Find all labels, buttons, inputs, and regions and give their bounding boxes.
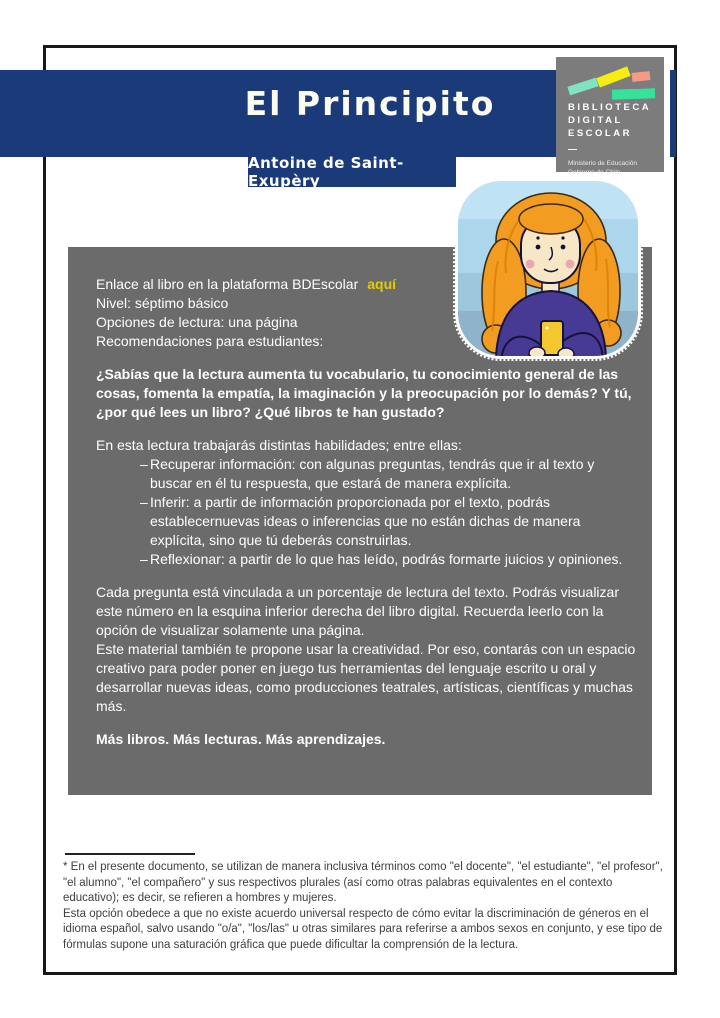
nivel-line: Nivel: séptimo básico [96,295,229,311]
logo-text-escolar: ESCOLAR [568,128,632,139]
logo-text-biblioteca: BIBLIOTECA [568,102,652,113]
habilidades-list [96,455,638,569]
logo-mint-bar-icon [567,78,598,96]
hand-icon [529,347,545,359]
paragraph-creatividad: Este material también te propone usar la creatividad. Por eso, contarás con un espacio creativo para poder poner en juego tus herramientas del lenguaje escrito u oral y desarrollar nuevas ideas, como producciones teatrales, artísticas, científicas y muchas más. [96,641,636,714]
girl-with-phone-illustration [455,178,641,359]
footnote-rule [65,853,195,855]
logo-yellow-bar-icon [596,66,630,87]
logo-salmon-bar-icon [632,71,651,82]
footnote [63,860,664,953]
logo-ministry-line2: Gobierno de Chile [568,168,621,176]
logo-green-bar-icon [612,88,655,99]
recomendaciones-line: Recomendaciones para estudiantes: [96,333,324,349]
bde-logo [556,57,670,176]
habilidades-intro: En esta lectura trabajarás distintas habilidades; entre ellas: [96,437,462,453]
list-item-text: Recuperar información: con algunas preguntas, tendrás que ir al texto y buscar en él tu respuesta, que estará de manera explícita. [150,456,595,491]
face-icon [519,204,583,283]
logo-ministry-line1: Ministerio de Educación [568,160,638,167]
paragraph-porcentaje: Cada pregunta está vinculada a un porcentaje de lectura del texto. Podrás visualizar este número en la esquina inferior derecha del libro digital. Recuerda leerlo con la opción de visualizar solamente una página. [96,584,619,638]
hair-fringe-icon [519,204,583,234]
footnote-paragraph-2: Esta opción obedece a que no existe acuerdo universal respecto de cómo evitar la discriminación de géneros en el idioma español, salvo usando "o/a", "los/las" u otras similares para referirse a ambos sexos en conjunto, y ese tipo de fórmulas supone una saturación gráfica que puede dificultar la comprensión de la lectura. [63,907,663,951]
cheek-icon [566,260,575,269]
hand-icon [558,348,574,359]
logo-shapes-icon [568,65,664,101]
link-line-prefix: Enlace al libro en la plataforma BDEscolar [96,276,359,292]
girl-with-phone-icon [458,181,641,359]
logo-dash: — [568,144,577,154]
list-dash: – [140,456,148,472]
logo-ministry-label [568,160,664,177]
cheek-icon [526,260,535,269]
page-title: El Principito [244,84,496,123]
closing-paragraph: Más libros. Más lecturas. Más aprendizajes. [96,731,386,747]
eye-icon [561,245,566,250]
eye-icon [536,245,541,250]
author-label: Antoine de Saint-Exupèry [248,154,404,190]
opciones-line: Opciones de lectura: una página [96,314,298,330]
list-item [140,455,638,493]
list-dash: – [140,551,148,567]
list-item [140,493,638,550]
author-band [248,154,456,190]
list-item [140,550,638,569]
footnote-paragraph-1: * En el presente documento, se utilizan de manera inclusiva términos como "el docente", "el estudiante", "el profesor", "el alumno", "el compañero" y sus respectivos plurales (así como otras palabras equivalentes en el contexto educativo); es decir, se refieren a hombres y mujeres. [63,861,663,904]
list-item-text: Inferir: a partir de información proporcionada por el texto, podrás establecernuevas ideas o inferencias que no están dichas de manera explícita, sino que tú deberás construirlas. [150,494,581,548]
intro-paragraph: ¿Sabías que la lectura aumenta tu vocabulario, tu conocimiento general de las cosas, fomenta la empatía, la imaginación y la preocupación por lo demás? Y tú, ¿por qué lees un libro? ¿Qué libros te han gustado? [96,366,632,420]
book-link[interactable]: aquí [367,276,397,292]
logo-text-digital: DIGITAL [568,115,623,126]
list-dash: – [140,494,148,510]
list-item-text: Reflexionar: a partir de lo que has leído, podrás formarte juicios y opiniones. [150,551,623,567]
